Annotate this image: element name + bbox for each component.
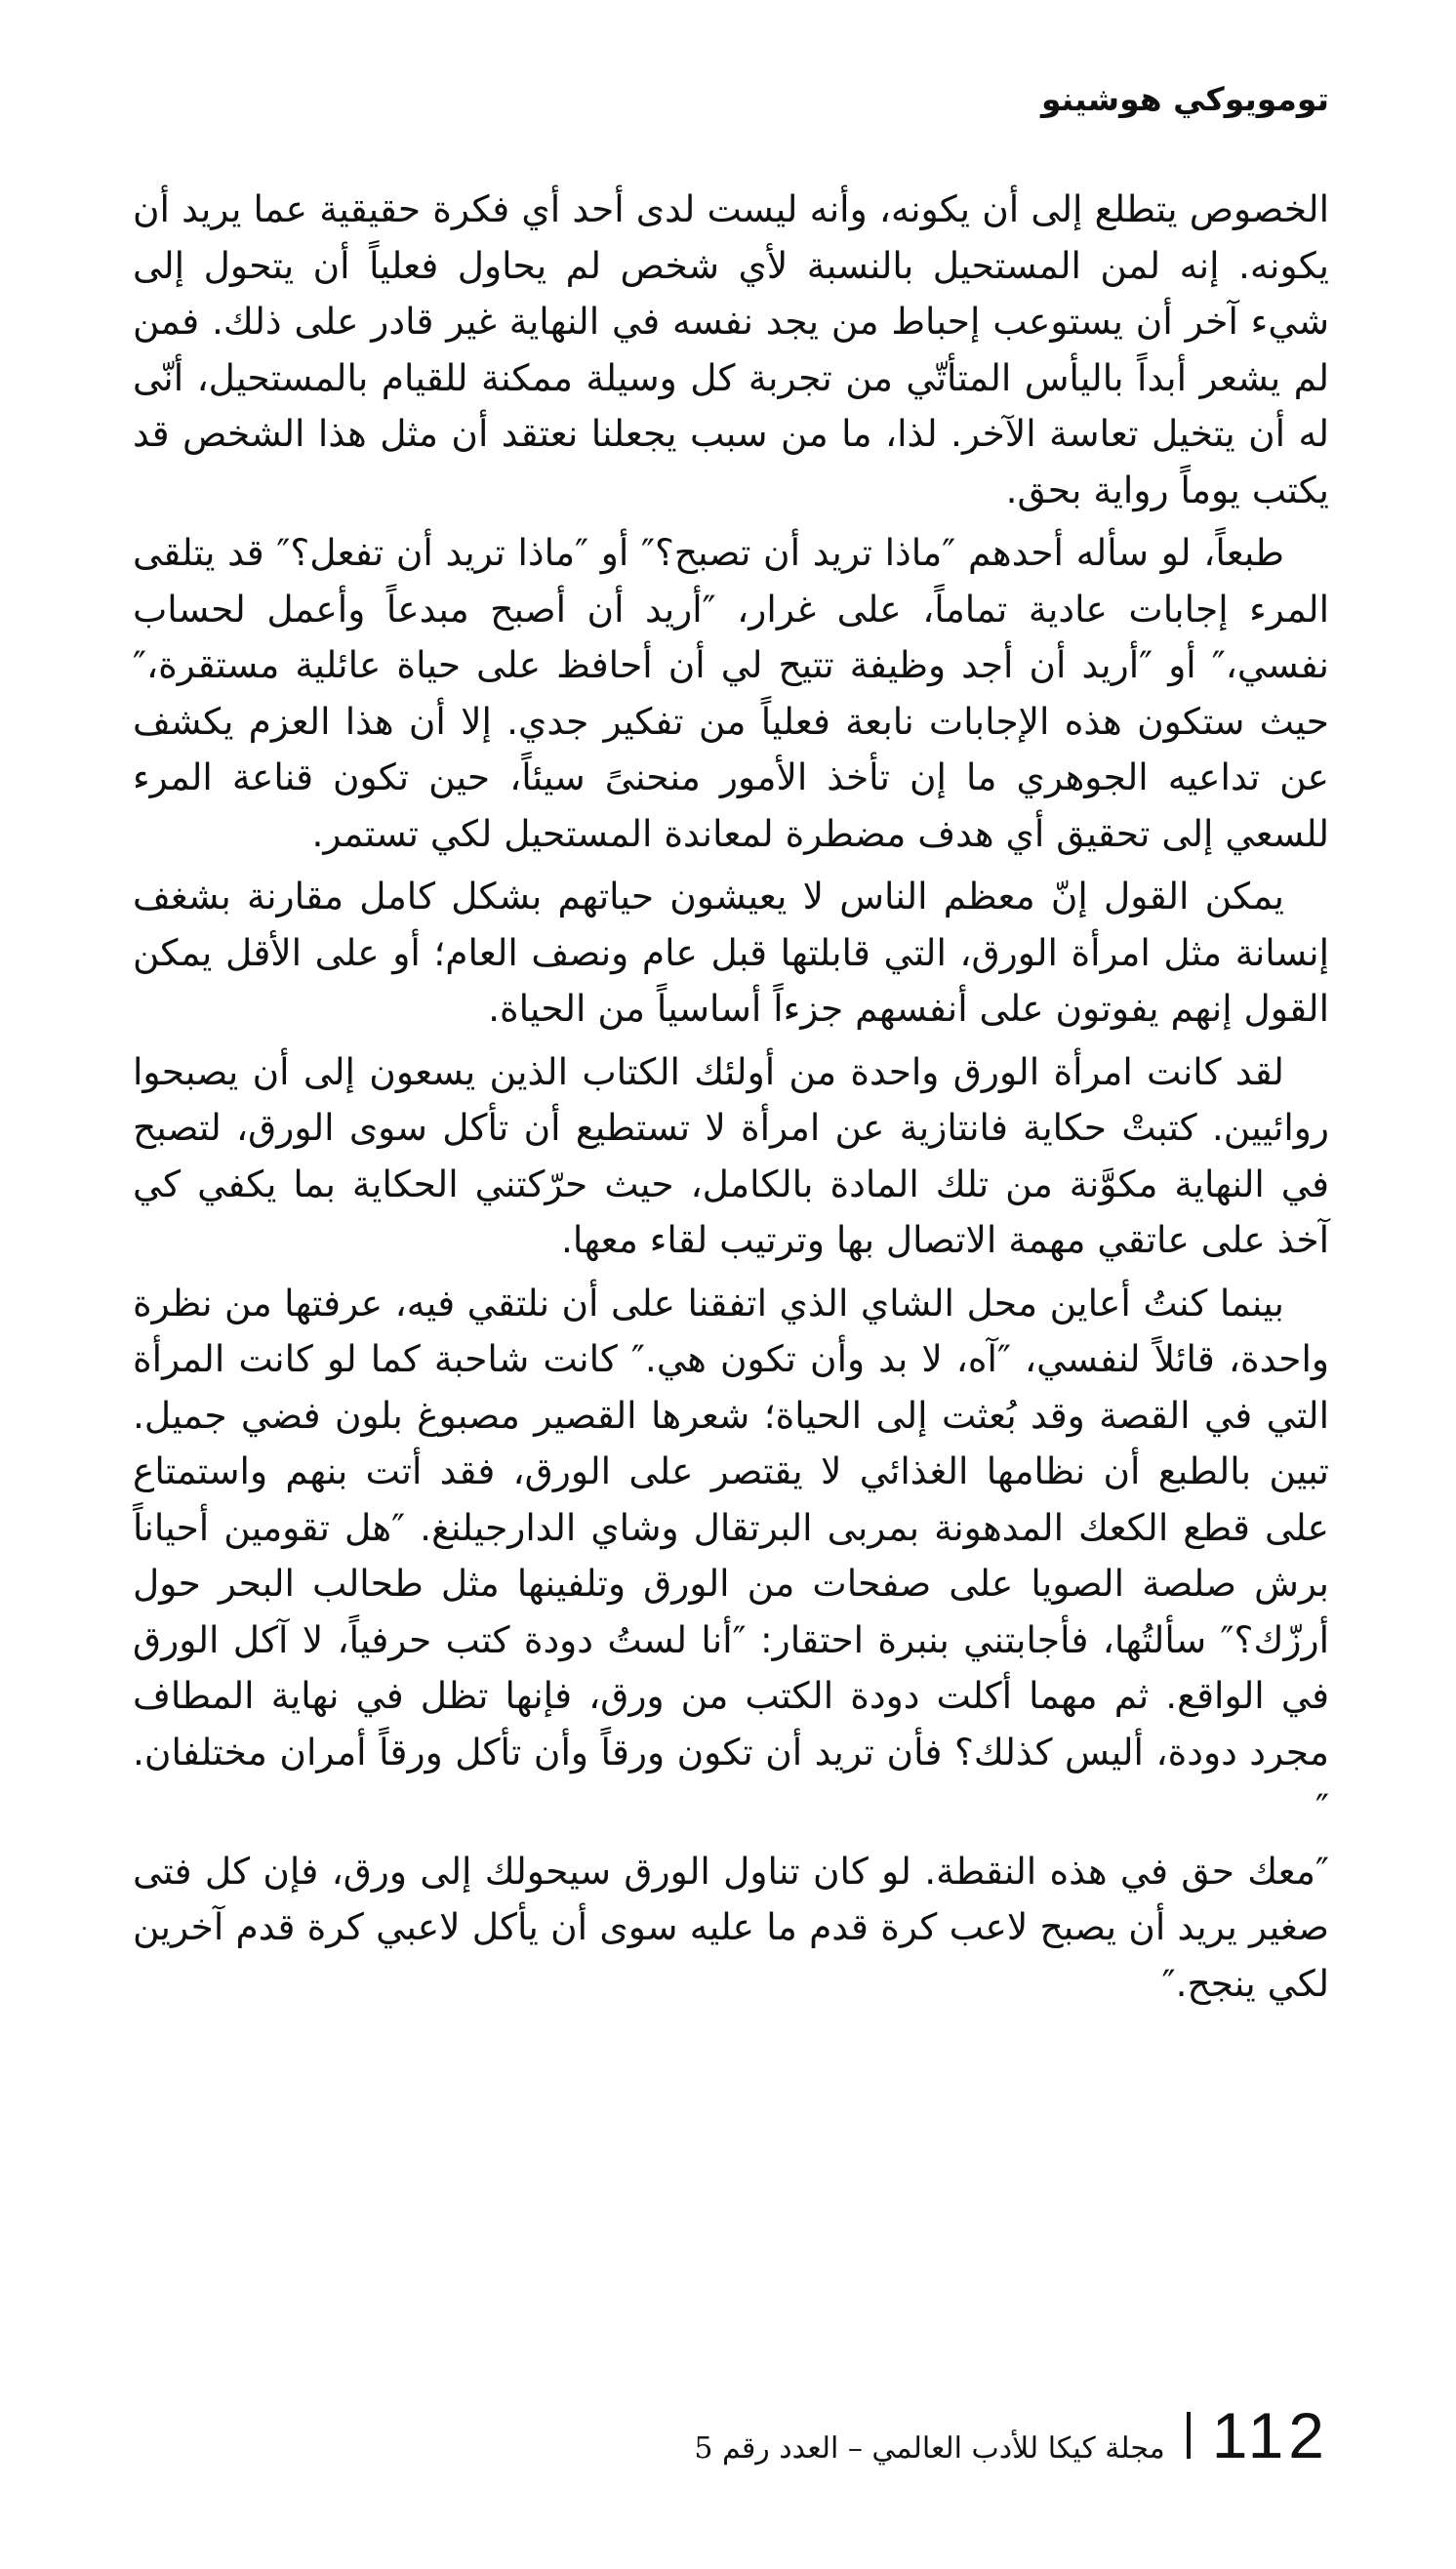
paragraph: ″معك حق في هذه النقطة. لو كان تناول الورق سيحولك إلى ورق، فإن كل فتى صغير يريد أن يصبح لاعب كرة قدم ما عليه سوى أن يأكل لاعبي كرة قدم آخرين لكي ينجح.″ <box>133 1849 1329 2005</box>
paragraph: طبعاً، لو سأله أحدهم ″ماذا تريد أن تصبح؟″ أو ″ماذا تريد أن تفعل؟″ قد يتلقى المرء إجابات عادية تماماً، على غرار، ″أريد أن أصبح مبدعاً وأعمل لحساب نفسي،″ أو ″أريد أن أجد وظيفة تتيح لي أن أحافظ على حياة عائلية مستقرة،″ حيث ستكون هذه الإجابات نابعة فعلياً من تفكير جدي. إلا أن هذا العزم يكشف عن تداعيه الجوهري ما إن تأخذ الأمور منحنىً سيئاً، حين تكون قناعة المرء للسعي إلى تحقيق أي هدف مضطرة لمعاندة المستحيل لكي تستمر. <box>133 531 1329 855</box>
paragraph: بينما كنتُ أعاين محل الشاي الذي اتفقنا على أن نلتقي فيه، عرفتها من نظرة واحدة، قائلاً لنفسي، ″آه، لا بد وأن تكون هي.″ كانت شاحبة كما لو كانت المرأة التي في القصة وقد بُعثت إلى الحياة؛ شعرها القصير مصبوغ بلون فضي جميل. تبين بالطبع أن نظامها الغذائي لا يقتصر على الورق، فقد أتت بنهم واستمتاع على قطع الكعك المدهونة بمربى البرتقال وشاي الدارجيلنغ. ″هل تقومين أحياناً برش صلصة الصويا على صفحات من الورق وتلفينها مثل طحالب البحر حول أرزّك؟″ سألتُها، فأجابتني بنبرة احتقار: ″أنا لستُ دودة كتب حرفياً، لا آكل الورق في الواقع. ثم مهما أكلت دودة الكتب من ورق، فإنها تظل في نهاية المطاف مجرد دودة، أليس كذلك؟ فأن تريد أن تكون ورقاً وأن تأكل ورقاً أمران مختلفان.″ <box>133 1281 1329 1829</box>
page-footer <box>694 2399 1329 2471</box>
article-body <box>133 182 1329 2012</box>
paragraph: لقد كانت امرأة الورق واحدة من أولئك الكتاب الذين يسعون إلى أن يصبحوا روائيين. كتبتْ حكاية فانتازية عن امرأة لا تستطيع أن تأكل سوى الورق، لتصبح في النهاية مكوَّنة من تلك المادة بالكامل، حيث حرّكتني الحكاية بما يكفي كي آخذ على عاتقي مهمة الاتصال بها وترتيب لقاء معها. <box>133 1049 1329 1261</box>
paragraph: يمكن القول إنّ معظم الناس لا يعيشون حياتهم بشكل كامل مقارنة بشغف إنسانة مثل امرأة الورق، التي قابلتها قبل عام ونصف العام؛ أو على الأقل يمكن القول إنهم يفوتون على أنفسهم جزءاً أساسياً من الحياة. <box>133 875 1329 1030</box>
footer-divider <box>1187 2412 1191 2459</box>
page-number: 112 <box>1211 2399 1329 2471</box>
running-head-author: تومويوكي هوشينو <box>1040 80 1329 118</box>
paragraph: الخصوص يتطلع إلى أن يكونه، وأنه ليست لدى أحد أي فكرة حقيقية عما يريد أن يكونه. إنه لمن المستحيل بالنسبة لأي شخص لم يحاول فعلياً أن يتحول إلى شيء آخر أن يستوعب إحباط من يجد نفسه في النهاية غير قادر على ذلك. فمن لم يشعر أبداً باليأس المتأتّي من تجربة كل وسيلة ممكنة للقيام بالمستحيل، أنّى له أن يتخيل تعاسة الآخر. لذا، ما من سبب يجعلنا نعتقد أن مثل هذا الشخص قد يكتب يوماً رواية بحق. <box>133 187 1329 511</box>
journal-issue-line: مجلة كيكا للأدب العالمي – العدد رقم 5 <box>694 2431 1165 2466</box>
